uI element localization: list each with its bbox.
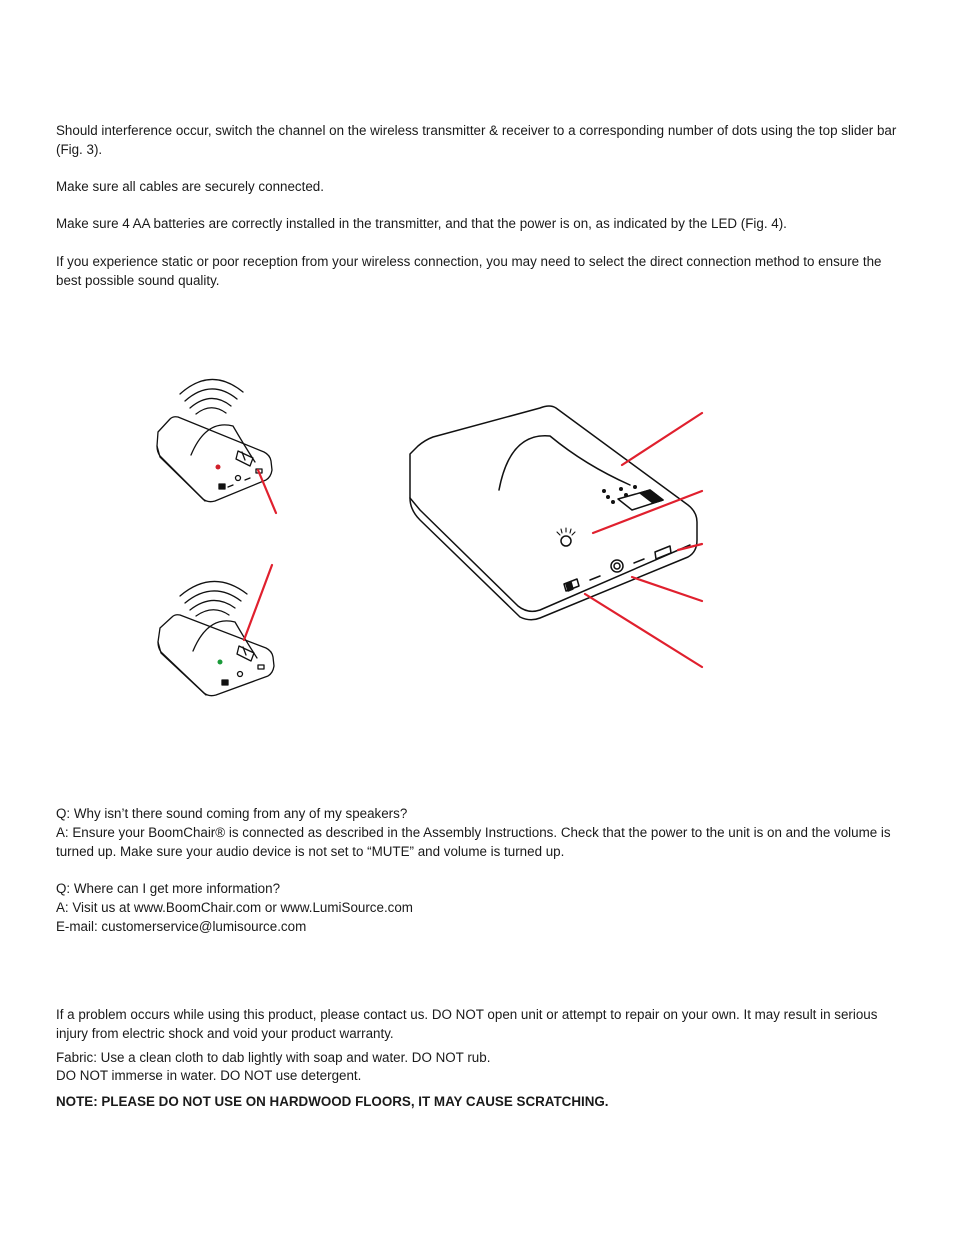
faq-question-2: Q: Where can I get more information? bbox=[56, 881, 281, 896]
small-unit-bottom bbox=[158, 581, 274, 695]
hardwood-floor-note: NOTE: PLEASE DO NOT USE ON HARDWOOD FLOORS, IT MAY CAUSE SCRATCHING. bbox=[56, 1094, 609, 1109]
interference-paragraph: Should interference occur, switch the channel on the wireless transmitter & receiver to a corresponding number of dots using the top slider bar (Fig. 3). bbox=[56, 123, 897, 157]
cables-paragraph: Make sure all cables are securely connected. bbox=[56, 179, 324, 194]
faq-answer-1: A: Ensure your BoomChair® is connected as described in the Assembly Instructions. Check that the power to the unit is on and the volume is turned up. Make sure your audio device is not set to “MUTE” and volume is turned up. bbox=[56, 825, 891, 859]
fabric-care-line-2: DO NOT immerse in water. DO NOT use detergent. bbox=[56, 1068, 362, 1083]
large-unit bbox=[410, 406, 697, 620]
faq-question-1: Q: Why isn’t there sound coming from any of my speakers? bbox=[56, 806, 408, 821]
red-led-icon bbox=[216, 465, 221, 470]
green-led-icon bbox=[218, 660, 223, 665]
care-warning-paragraph: If a problem occurs while using this product, please contact us. DO NOT open unit or attempt to repair on your own. It may result in serious injury from electric shock and void your product warranty. bbox=[56, 1007, 878, 1041]
fabric-care-line-1: Fabric: Use a clean cloth to dab lightly with soap and water. DO NOT rub. bbox=[56, 1050, 491, 1065]
small-unit-top bbox=[157, 379, 272, 501]
callout-lines bbox=[244, 413, 702, 667]
reception-paragraph: If you experience static or poor reception from your wireless connection, you may need to select the direct connection method to ensure the best possible sound quality. bbox=[56, 254, 882, 288]
faq-email: E-mail: customerservice@lumisource.com bbox=[56, 919, 307, 934]
batteries-paragraph: Make sure 4 AA batteries are correctly installed in the transmitter, and that the power is on, as indicated by the LED (Fig. 4). bbox=[56, 216, 787, 231]
faq-answer-2: A: Visit us at www.BoomChair.com or www.LumiSource.com bbox=[56, 900, 413, 915]
